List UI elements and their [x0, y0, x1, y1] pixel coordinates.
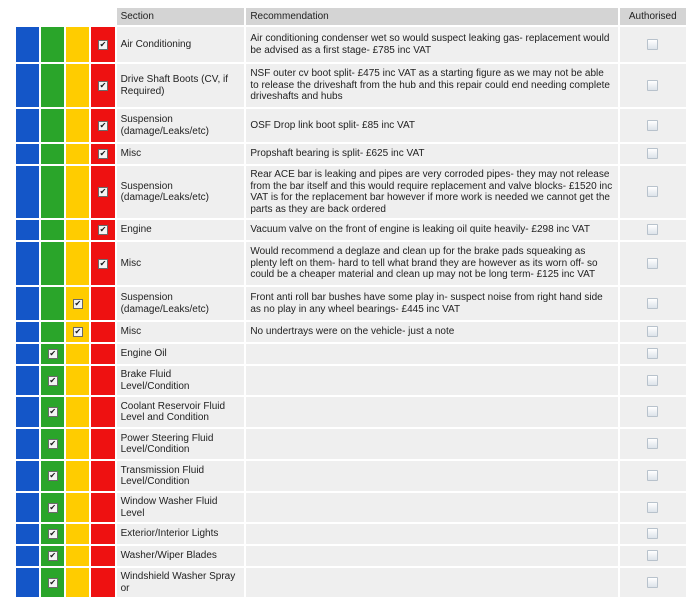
blue-status-cell — [16, 568, 39, 597]
section-cell: Misc — [117, 322, 245, 342]
recommendation-cell — [246, 546, 617, 566]
table-row — [16, 322, 686, 342]
yellow-status-cell — [66, 109, 89, 142]
green-status-cell — [41, 397, 64, 427]
authorised-checkbox[interactable] — [647, 406, 658, 417]
recommendation-cell: Rear ACE bar is leaking and pipes are very corroded pipes- they may not release from the bar itself and this would require replacement and valve blocks- £1520 inc VAT is for the replacement bar however if more work is needed we cannot get the parts as they are back ordered — [246, 166, 617, 218]
section-cell: Air Conditioning — [117, 27, 245, 62]
authorised-checkbox[interactable] — [647, 502, 658, 513]
authorised-cell — [620, 322, 686, 342]
table-row — [16, 27, 686, 62]
authorised-cell — [620, 366, 686, 395]
yellow-status-cell — [66, 242, 89, 285]
recommendation-cell — [246, 344, 617, 364]
authorised-checkbox[interactable] — [647, 375, 658, 386]
authorised-cell — [620, 546, 686, 566]
check-icon: ✔ — [74, 298, 82, 308]
red-status-cell — [91, 166, 114, 218]
section-cell: Washer/Wiper Blades — [117, 546, 245, 566]
section-cell: Engine Oil — [117, 344, 245, 364]
section-header: Section — [117, 8, 245, 25]
recommendation-cell: Propshaft bearing is split- £625 inc VAT — [246, 144, 617, 164]
authorised-cell — [620, 220, 686, 240]
recommendation-cell: OSF Drop link boot split- £85 inc VAT — [246, 109, 617, 142]
red-status-cell — [91, 242, 114, 285]
authorised-checkbox[interactable] — [647, 39, 658, 50]
green-status-cell — [41, 242, 64, 285]
recommendation-cell — [246, 524, 617, 544]
green-status-cell — [41, 287, 64, 320]
section-cell: Coolant Reservoir Fluid Level and Condition — [117, 397, 245, 427]
green-status-cell — [41, 166, 64, 218]
header-row — [16, 8, 686, 25]
green-status-cell — [41, 144, 64, 164]
blue-status-cell — [16, 344, 39, 364]
recommendation-cell: NSF outer cv boot split- £475 inc VAT as a starting figure as we may not be able to release the driveshaft from the hub and this repair could end needing complete driveshafts and hubs — [246, 64, 617, 107]
table-row — [16, 524, 686, 544]
red-status-cell — [91, 64, 114, 107]
blue-status-cell — [16, 461, 39, 491]
section-cell: Suspension (damage/Leaks/etc) — [117, 166, 245, 218]
yellow-status-cell — [66, 344, 89, 364]
recommendation-cell: Would recommend a deglaze and clean up for the brake pads squeaking as plenty left on them- hard to tell what brand they are however as its worn off- so could be a cheaper material and clean up may not be long term- £125 inc VAT — [246, 242, 617, 285]
authorised-cell — [620, 493, 686, 522]
authorised-cell — [620, 242, 686, 285]
recommendation-cell: Front anti roll bar bushes have some play in- suspect noise from right hand side as no play in any wheel bearings- £445 inc VAT — [246, 287, 617, 320]
green-status-cell — [41, 366, 64, 395]
section-cell: Brake Fluid Level/Condition — [117, 366, 245, 395]
red-status-cell — [91, 493, 114, 522]
table-row — [16, 344, 686, 364]
recommendation-cell — [246, 397, 617, 427]
section-cell: Suspension (damage/Leaks/etc) — [117, 287, 245, 320]
red-status-cell — [91, 287, 114, 320]
recommendation-cell — [246, 461, 617, 491]
yellow-status-cell — [66, 287, 89, 320]
table-row — [16, 242, 686, 285]
authorised-cell — [620, 27, 686, 62]
authorised-cell — [620, 144, 686, 164]
yellow-status-cell — [66, 366, 89, 395]
section-cell: Transmission Fluid Level/Condition — [117, 461, 245, 491]
authorised-checkbox[interactable] — [647, 550, 658, 561]
check-icon: ✔ — [49, 529, 57, 538]
red-status-cell — [91, 568, 114, 597]
table-row — [16, 166, 686, 218]
section-cell: Window Washer Fluid Level — [117, 493, 245, 522]
authorised-header: Authorised — [620, 8, 686, 25]
red-status-cell — [91, 27, 114, 62]
yellow-status-cell — [66, 220, 89, 240]
blue-status-cell — [16, 109, 39, 142]
blue-status-cell — [16, 220, 39, 240]
green-status-cell — [41, 109, 64, 142]
red-status-cell — [91, 144, 114, 164]
check-icon: ✔ — [49, 439, 57, 448]
section-cell: Misc — [117, 144, 245, 164]
check-icon: ✔ — [99, 149, 107, 158]
red-status-cell — [91, 429, 114, 459]
table-row — [16, 366, 686, 395]
check-icon: ✔ — [99, 258, 107, 268]
table-row — [16, 144, 686, 164]
recommendation-cell — [246, 568, 617, 597]
red-status-cell — [91, 344, 114, 364]
authorised-checkbox[interactable] — [647, 258, 658, 269]
red-status-cell — [91, 397, 114, 427]
blue-status-cell — [16, 242, 39, 285]
check-icon: ✔ — [99, 120, 107, 130]
recommendation-cell: Vacuum valve on the front of engine is leaking oil quite heavily- £298 inc VAT — [246, 220, 617, 240]
authorised-checkbox[interactable] — [647, 528, 658, 539]
green-status-cell — [41, 220, 64, 240]
authorised-cell — [620, 287, 686, 320]
blue-status-cell — [16, 546, 39, 566]
authorised-cell — [620, 429, 686, 459]
green-column-header — [41, 8, 64, 25]
blue-status-cell — [16, 366, 39, 395]
green-status-cell — [41, 429, 64, 459]
table-row — [16, 397, 686, 427]
green-status-cell — [41, 568, 64, 597]
inspection-table — [14, 6, 688, 599]
red-status-cell — [91, 524, 114, 544]
section-cell: Exterior/Interior Lights — [117, 524, 245, 544]
red-status-cell — [91, 220, 114, 240]
table-row — [16, 429, 686, 459]
authorised-checkbox[interactable] — [647, 298, 658, 309]
section-cell: Windshield Washer Spray or — [117, 568, 245, 597]
section-cell: Suspension (damage/Leaks/etc) — [117, 109, 245, 142]
red-status-cell — [91, 546, 114, 566]
blue-status-cell — [16, 397, 39, 427]
recommendation-cell — [246, 493, 617, 522]
blue-status-cell — [16, 322, 39, 342]
authorised-checkbox[interactable] — [647, 80, 658, 91]
authorised-checkbox[interactable] — [647, 438, 658, 449]
section-cell: Misc — [117, 242, 245, 285]
authorised-cell — [620, 568, 686, 597]
yellow-status-cell — [66, 322, 89, 342]
authorised-checkbox[interactable] — [647, 470, 658, 481]
authorised-checkbox[interactable] — [647, 577, 658, 588]
yellow-status-cell — [66, 493, 89, 522]
authorised-checkbox[interactable] — [647, 148, 658, 159]
check-icon: ✔ — [99, 225, 107, 234]
authorised-cell — [620, 109, 686, 142]
recommendation-header: Recommendation — [246, 8, 617, 25]
green-status-cell — [41, 344, 64, 364]
authorised-checkbox[interactable] — [647, 186, 658, 197]
yellow-status-cell — [66, 568, 89, 597]
recommendation-cell: No undertrays were on the vehicle- just a note — [246, 322, 617, 342]
table-row — [16, 287, 686, 320]
check-icon: ✔ — [49, 375, 57, 385]
yellow-status-cell — [66, 429, 89, 459]
table-row — [16, 109, 686, 142]
blue-status-cell — [16, 64, 39, 107]
blue-column-header — [16, 8, 39, 25]
check-icon: ✔ — [49, 471, 57, 480]
blue-status-cell — [16, 493, 39, 522]
red-status-cell — [91, 109, 114, 142]
red-status-cell — [91, 461, 114, 491]
yellow-status-cell — [66, 397, 89, 427]
green-status-cell — [41, 27, 64, 62]
green-status-cell — [41, 461, 64, 491]
table-row — [16, 461, 686, 491]
table-row — [16, 64, 686, 107]
authorised-cell — [620, 397, 686, 427]
blue-status-cell — [16, 166, 39, 218]
check-icon: ✔ — [49, 577, 57, 587]
yellow-status-cell — [66, 461, 89, 491]
blue-status-cell — [16, 27, 39, 62]
authorised-cell — [620, 524, 686, 544]
recommendation-cell — [246, 429, 617, 459]
recommendation-cell: Air conditioning condenser wet so would suspect leaking gas- replacement would be advised as a first stage- £785 inc VAT — [246, 27, 617, 62]
table-row — [16, 493, 686, 522]
green-status-cell — [41, 524, 64, 544]
recommendation-cell — [246, 366, 617, 395]
blue-status-cell — [16, 144, 39, 164]
section-cell: Drive Shaft Boots (CV, if Required) — [117, 64, 245, 107]
authorised-cell — [620, 344, 686, 364]
yellow-status-cell — [66, 64, 89, 107]
green-status-cell — [41, 64, 64, 107]
authorised-checkbox[interactable] — [647, 326, 658, 337]
authorised-checkbox[interactable] — [647, 348, 658, 359]
red-column-header — [91, 8, 114, 25]
table-row — [16, 568, 686, 597]
authorised-checkbox[interactable] — [647, 120, 658, 131]
check-icon: ✔ — [49, 551, 57, 560]
section-cell: Power Steering Fluid Level/Condition — [117, 429, 245, 459]
check-icon: ✔ — [49, 407, 57, 416]
blue-status-cell — [16, 287, 39, 320]
green-status-cell — [41, 493, 64, 522]
authorised-checkbox[interactable] — [647, 224, 658, 235]
table-row — [16, 546, 686, 566]
blue-status-cell — [16, 429, 39, 459]
check-icon: ✔ — [49, 349, 57, 358]
check-icon: ✔ — [99, 187, 107, 196]
yellow-column-header — [66, 8, 89, 25]
table-row — [16, 220, 686, 240]
section-cell: Engine — [117, 220, 245, 240]
check-icon: ✔ — [99, 39, 107, 49]
authorised-cell — [620, 166, 686, 218]
red-status-cell — [91, 366, 114, 395]
check-icon: ✔ — [99, 80, 107, 90]
yellow-status-cell — [66, 166, 89, 218]
check-icon: ✔ — [49, 502, 57, 512]
green-status-cell — [41, 322, 64, 342]
green-status-cell — [41, 546, 64, 566]
yellow-status-cell — [66, 546, 89, 566]
yellow-status-cell — [66, 524, 89, 544]
check-icon: ✔ — [74, 327, 82, 336]
authorised-cell — [620, 461, 686, 491]
red-status-cell — [91, 322, 114, 342]
authorised-cell — [620, 64, 686, 107]
yellow-status-cell — [66, 144, 89, 164]
blue-status-cell — [16, 524, 39, 544]
yellow-status-cell — [66, 27, 89, 62]
